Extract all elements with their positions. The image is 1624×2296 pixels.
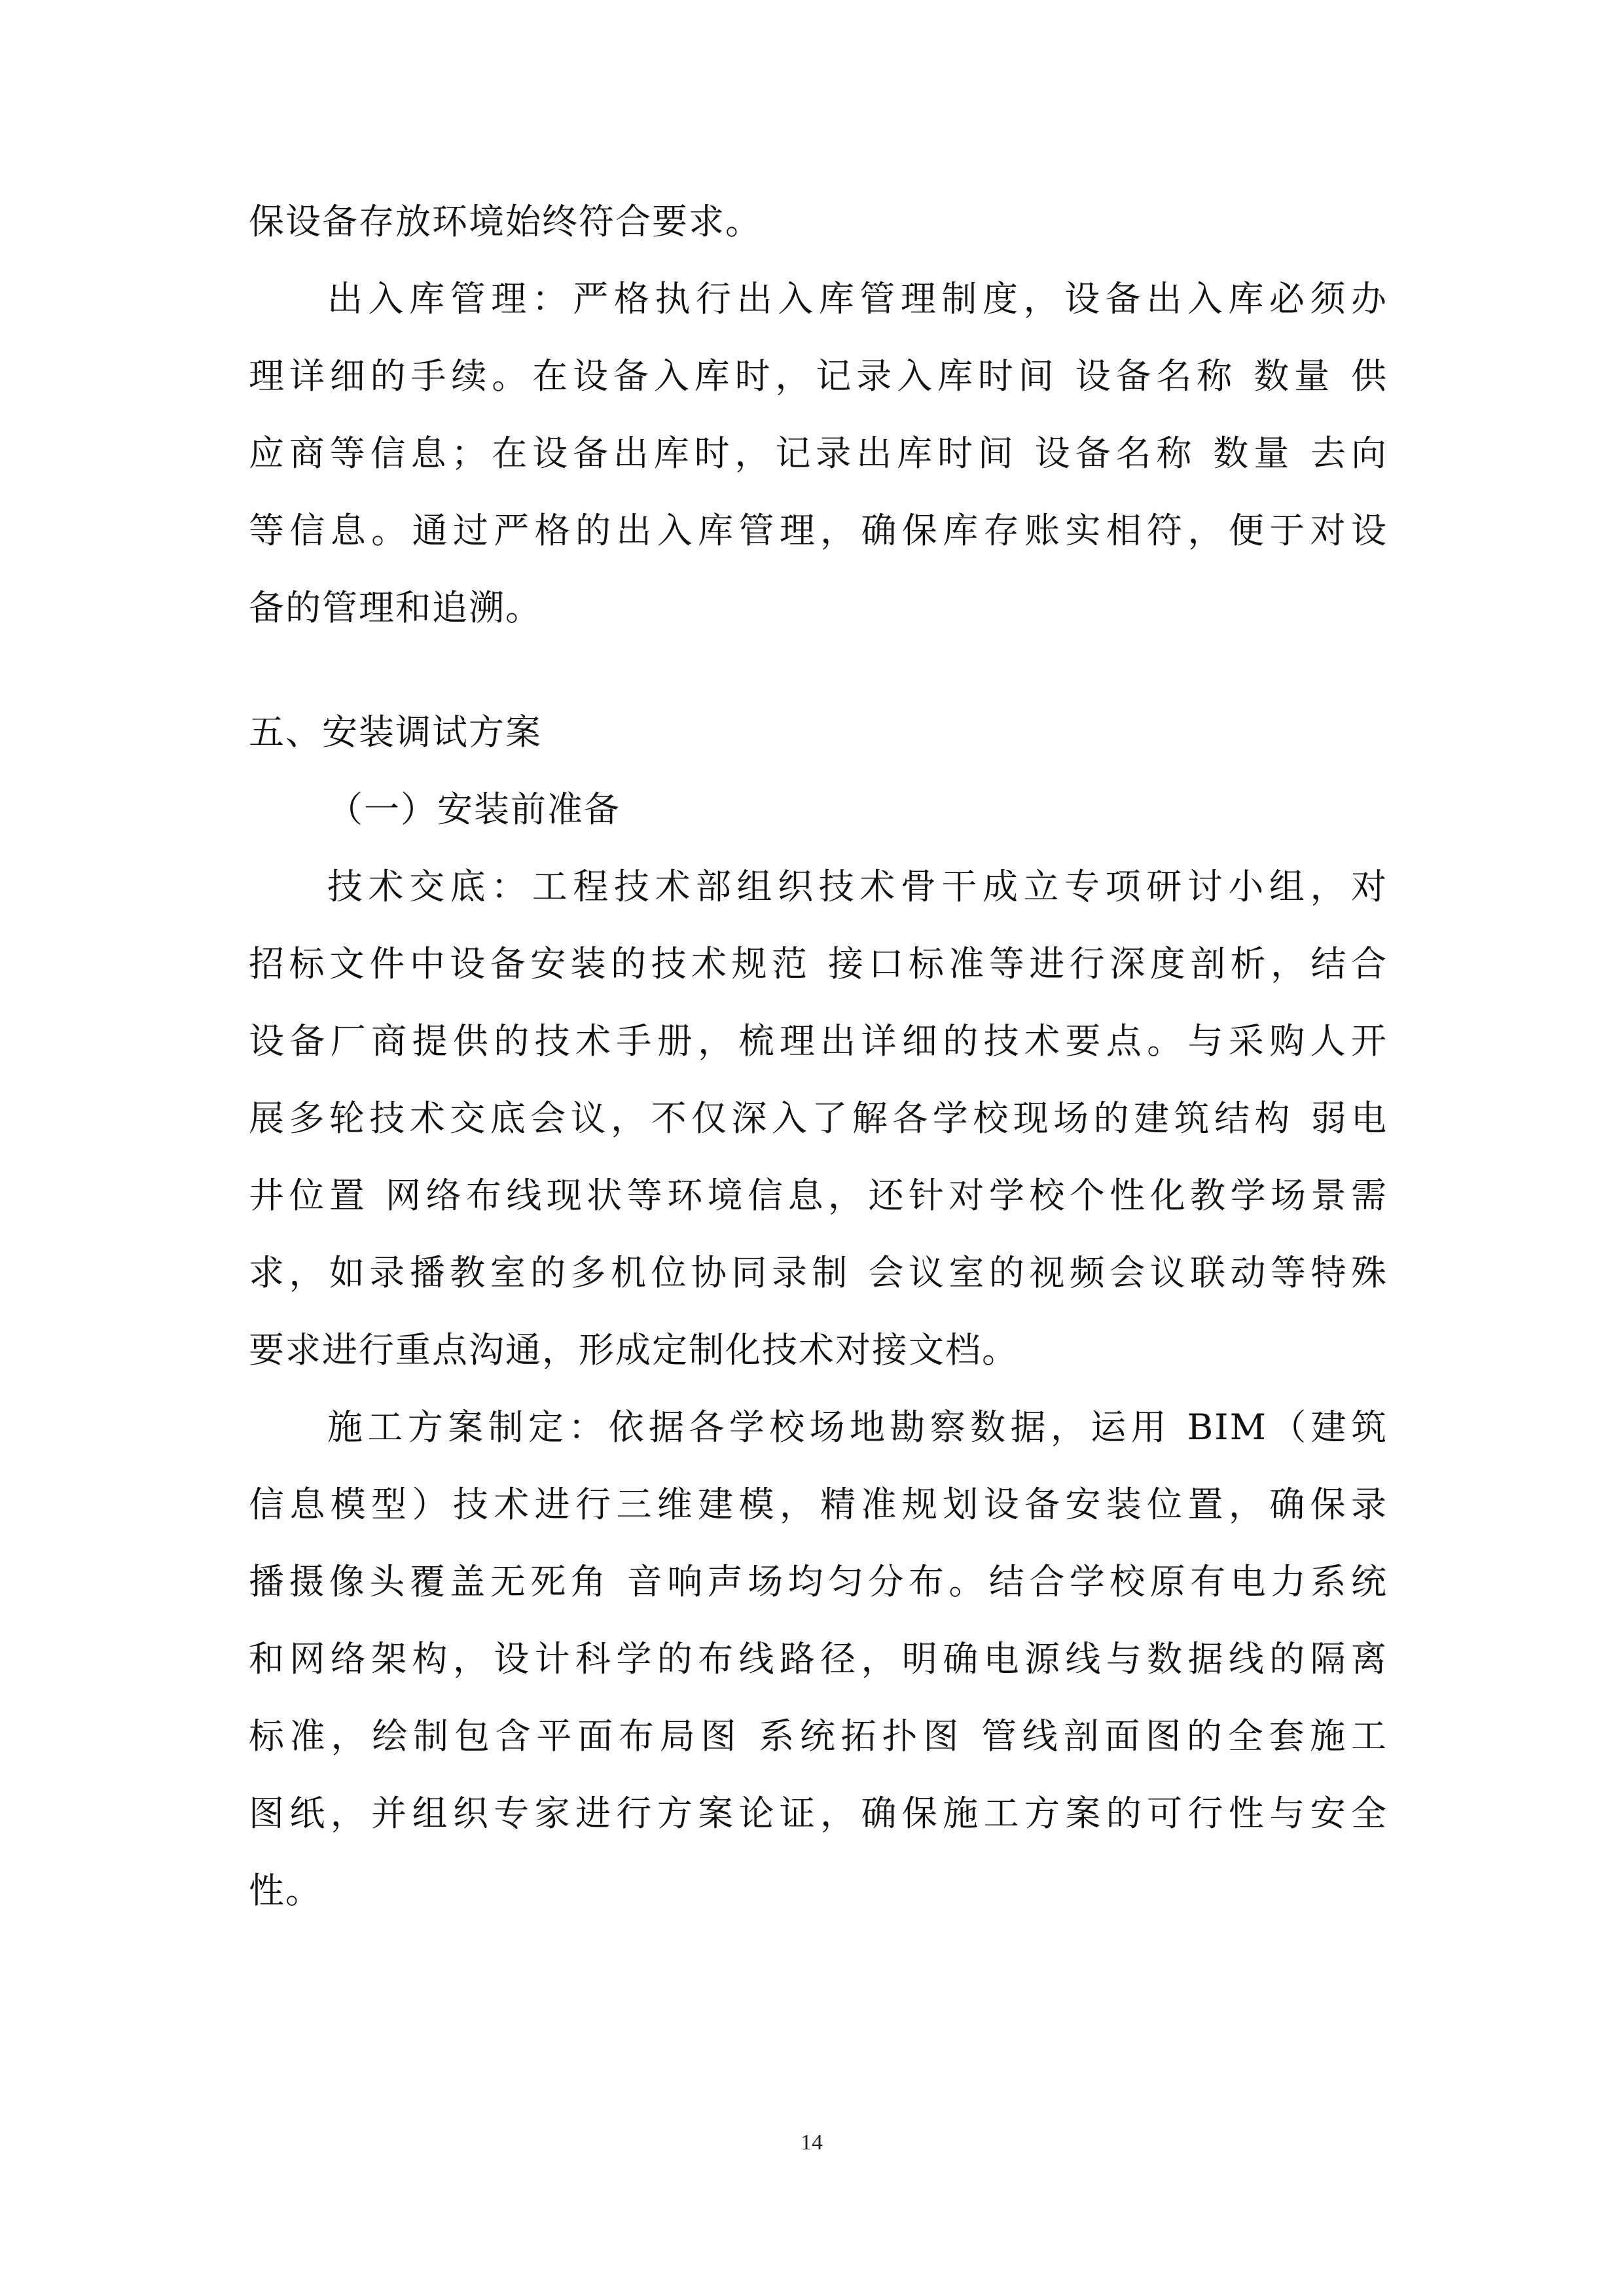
paragraph-line: 井位置 网络布线现状等环境信息，还针对学校个性化教学场景需	[249, 1175, 1388, 1216]
paragraph-line: 保设备存放环境始终符合要求。	[249, 201, 762, 242]
paragraph-line: 标准，绘制包含平面布局图 系统拓扑图 管线剖面图的全套施工	[249, 1715, 1388, 1757]
paragraph-line: 设备厂商提供的技术手册，梳理出详细的技术要点。与采购人开	[249, 1020, 1388, 1062]
paragraph-line: 图纸，并组织专家进行方案论证，确保施工方案的可行性与安全	[249, 1793, 1388, 1834]
paragraph-line: 播摄像头覆盖无死角 音响声场均匀分布。结合学校原有电力系统	[249, 1561, 1388, 1602]
paragraph-line: 要求进行重点沟通，形成定制化技术对接文档。	[249, 1329, 1019, 1371]
paragraph-line: 展多轮技术交底会议，不仅深入了解各学校现场的建筑结构 弱电	[249, 1098, 1388, 1139]
paragraph-line: 技术交底：工程技术部组织技术骨干成立专项研讨小组，对	[327, 866, 1388, 907]
paragraph-line: 等信息。通过严格的出入库管理，确保库存账实相符，便于对设	[249, 510, 1388, 551]
subsection-heading: （一）安装前准备	[327, 789, 621, 830]
paragraph-line: 和网络架构，设计科学的布线路径，明确电源线与数据线的隔离	[249, 1638, 1388, 1679]
paragraph-line: 招标文件中设备安装的技术规范 接口标准等进行深度剖析，结合	[249, 943, 1388, 984]
paragraph-line: 信息模型）技术进行三维建模，精准规划设备安装位置，确保录	[249, 1484, 1388, 1525]
page-number: 14	[801, 2130, 823, 2155]
paragraph-line: 备的管理和追溯。	[249, 587, 542, 628]
paragraph-line: 理详细的手续。在设备入库时，记录入库时间 设备名称 数量 供	[249, 355, 1388, 397]
section-heading: 五、安装调试方案	[249, 711, 542, 753]
paragraph-line: 施工方案制定：依据各学校场地勘察数据，运用 BIM（建筑	[327, 1407, 1388, 1448]
paragraph-line: 应商等信息；在设备出库时，记录出库时间 设备名称 数量 去向	[249, 433, 1388, 474]
paragraph-line: 性。	[249, 1870, 322, 1911]
paragraph-line: 求，如录播教室的多机位协同录制 会议室的视频会议联动等特殊	[249, 1252, 1388, 1293]
paragraph-line: 出入库管理：严格执行出入库管理制度，设备出入库必须办	[327, 278, 1388, 319]
